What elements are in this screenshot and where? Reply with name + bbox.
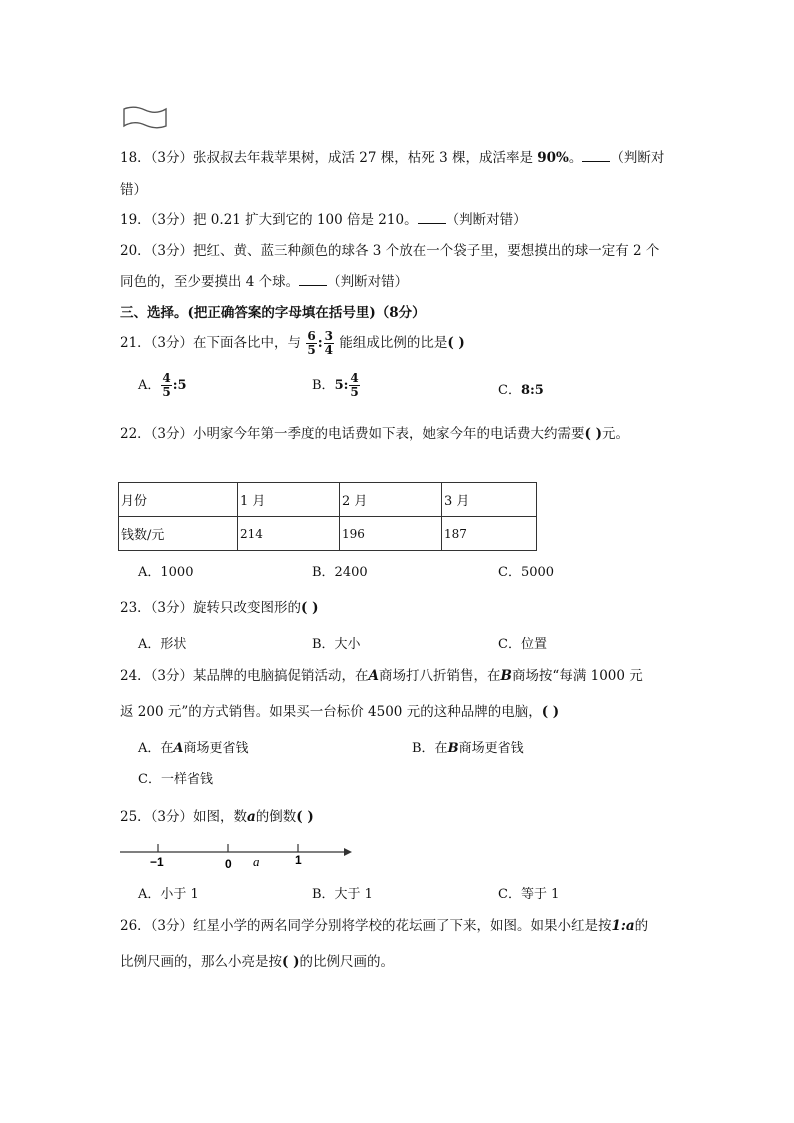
label-1: 1 (295, 853, 302, 867)
q21-b-fraction (349, 372, 359, 399)
q24-text-2: 商场打八折销售，在 (379, 668, 501, 684)
q22-text: 22．（3分）小明家今年第一季度的电话费如下表，她家今年的电话费大约需要 (120, 426, 585, 442)
q21-a-label: A． (138, 378, 161, 393)
q24-a-post: 商场更省钱 (183, 741, 249, 756)
question-18-line1 (120, 146, 664, 166)
q21-option-c[interactable] (498, 379, 544, 398)
q21-fraction-2 (324, 330, 334, 357)
q24-text-3: 商场按“每满 1000 元 (511, 668, 643, 684)
q24-option-a[interactable] (138, 737, 249, 756)
q25-text: 25．（3分）如图，数 (120, 809, 248, 825)
q26-answer-paren[interactable]: ( ) (282, 954, 300, 970)
number-line-figure (118, 838, 354, 872)
question-21 (120, 330, 465, 357)
q21-sep: : (317, 335, 323, 351)
q19-text: 19．（3分）把 0.21 扩大到它的 100 倍是 210。 (120, 212, 418, 228)
q24-answer-paren[interactable]: ( ) (541, 704, 560, 720)
q26-text-2: 的 (634, 918, 649, 934)
q22-option-c[interactable]: C．5000 (498, 565, 555, 580)
question-18-line2: 错） (120, 182, 147, 198)
q25-answer-paren[interactable]: ( ) (296, 809, 314, 825)
q26-text-4: 的比例尺画的。 (299, 954, 394, 970)
question-24-line1 (120, 664, 643, 684)
q19-answer-blank[interactable] (418, 211, 446, 224)
q21-b-num: 4 (350, 371, 359, 385)
q21-a-num: 4 (162, 371, 171, 385)
q20-text: 同色的，至少要摸出 4 个球。 (120, 274, 300, 290)
q24-letter-a: A (368, 668, 380, 684)
q23-text: 23．（3分）旋转只改变图形的 (120, 600, 302, 616)
q24-b-post: 商场更省钱 (458, 741, 524, 756)
label-minus-1: −1 (150, 855, 164, 869)
section-3-heading: 三、选择。(把正确答案的字母填在括号里)（8分） (120, 305, 426, 321)
q19-tail: （判断对错） (445, 212, 527, 228)
q24-b-letter: B (447, 741, 459, 756)
table-row (119, 483, 537, 517)
table-row-label: 钱数/元 (119, 517, 238, 551)
question-19 (120, 208, 527, 228)
q20-answer-blank[interactable] (299, 273, 327, 286)
q21-fraction-1 (306, 330, 316, 357)
q25-text-2: 的倒数 (255, 809, 297, 825)
q21-c-label: C． (498, 383, 521, 398)
q21-option-b[interactable] (312, 372, 361, 399)
q21-option-a[interactable] (138, 372, 187, 399)
q26-ratio: 1:a (611, 918, 635, 934)
phone-fee-table (118, 482, 537, 551)
q24-text-1: 24．（3分）某品牌的电脑搞促销活动，在 (120, 668, 369, 684)
q23-option-a[interactable]: A．形状 (138, 637, 187, 652)
table-header-cell: 1 月 (238, 483, 340, 517)
q24-option-c[interactable]: C．一样省钱 (138, 772, 213, 787)
q21-b-label: B． (312, 378, 335, 393)
q25-option-c[interactable]: C．等于 1 (498, 887, 560, 902)
q18-rate: 90% (537, 150, 569, 166)
q22-option-a[interactable]: A．1000 (138, 565, 194, 580)
q24-a-letter: A (173, 741, 184, 756)
question-26-line2 (120, 950, 394, 970)
q21-b-den: 5 (350, 385, 359, 399)
q25-var: a (247, 809, 256, 825)
q18-tail: （判断对 (610, 150, 665, 166)
q21-d2: 4 (324, 343, 334, 357)
label-0: 0 (225, 857, 232, 871)
q23-answer-paren[interactable]: ( ) (301, 600, 319, 616)
q21-suffix: 能组成比例的比是 (339, 335, 448, 351)
table-cell: 196 (340, 517, 442, 551)
q24-a-pre: A．在 (138, 741, 174, 756)
q20-tail: （判断对错） (327, 274, 409, 290)
question-26-line1 (120, 914, 648, 934)
table-header-cell: 月份 (119, 483, 238, 517)
q23-option-c[interactable]: C．位置 (498, 637, 547, 652)
q25-option-b[interactable]: B．大于 1 (312, 887, 373, 902)
q25-option-a[interactable]: A．小于 1 (138, 887, 199, 902)
q21-n2: 3 (324, 329, 334, 343)
table-cell: 187 (442, 517, 537, 551)
q23-option-b[interactable]: B．大小 (312, 637, 361, 652)
table-header-cell: 2 月 (340, 483, 442, 517)
image-placeholder-icon (122, 106, 168, 130)
question-22 (120, 422, 629, 442)
q26-text-3: 比例尺画的，那么小亮是按 (120, 954, 282, 970)
q21-a-den: 5 (162, 385, 171, 399)
q26-text-1: 26．（3分）红星小学的两名同学分别将学校的花坛画了下来，如图。如果小红是按 (120, 918, 612, 934)
label-a: a (253, 854, 260, 869)
q21-a-fraction (161, 372, 171, 399)
q24-option-b[interactable] (412, 737, 524, 756)
table-header-cell: 3 月 (442, 483, 537, 517)
q24-letter-b: B (500, 668, 512, 684)
table-row (119, 517, 537, 551)
question-24-line2 (120, 700, 559, 720)
question-20-line1: 20．（3分）把红、黄、蓝三种颜色的球各 3 个放在一个袋子里，要想摸出的球一定有 2 个 (120, 243, 660, 259)
q22-answer-paren[interactable]: ( ) (584, 426, 603, 442)
q22-option-b[interactable]: B．2400 (312, 565, 368, 580)
table-cell: 214 (238, 517, 340, 551)
question-23 (120, 596, 319, 616)
question-20-line2 (120, 270, 408, 290)
q21-c-val: 8:5 (520, 383, 544, 398)
q21-n1: 6 (307, 329, 316, 343)
q18-answer-blank[interactable] (582, 149, 610, 162)
number-line-arrow (344, 848, 352, 856)
q21-d1: 5 (307, 343, 316, 357)
q24-b-pre: B．在 (412, 741, 448, 756)
q21-a-rest: :5 (172, 378, 187, 393)
q21-answer-paren[interactable]: ( ) (447, 335, 465, 351)
q18-text-b: 。 (568, 150, 583, 166)
q18-text: 18．（3分）张叔叔去年栽苹果树，成活 27 棵，枯死 3 棵，成活率是 (120, 150, 538, 166)
q21-prefix: 21．（3分）在下面各比中，与 (120, 335, 302, 351)
q24-text-4: 返 200 元”的方式销售。如果买一台标价 4500 元的这种品牌的电脑， (120, 704, 542, 720)
question-25 (120, 805, 314, 825)
q22-unit: 元。 (602, 426, 630, 442)
q21-b-pre: 5: (334, 378, 349, 393)
